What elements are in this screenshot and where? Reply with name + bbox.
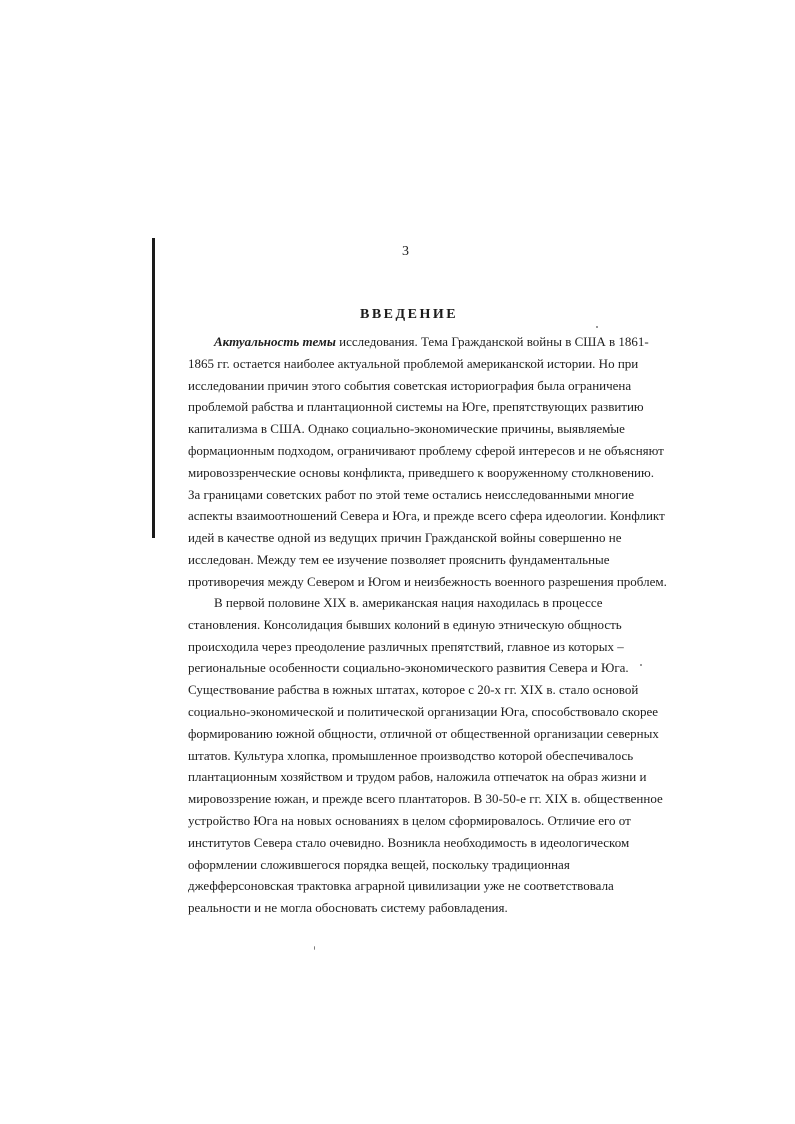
- text-line: реальности и не могла обосновать систему рабовладения.: [188, 900, 508, 916]
- paragraph-context: [188, 592, 663, 919]
- text-line: капитализма в США. Однако социально-экономические причины, выявляемые: [188, 421, 625, 437]
- text-line: формированию южной общности, отличной от общественной организации северных: [188, 725, 659, 741]
- text-line: мировоззрение южан, и прежде всего плантаторов. В 30-50-е гг. XIX в. общественное: [188, 791, 663, 807]
- scan-edge-mark: [152, 238, 155, 538]
- text-line: мировоззренческие основы конфликта, приведшего к вооруженному столкновению.: [188, 464, 654, 480]
- text-line: институтов Севера стало очевидно. Возникла необходимость в идеологическом: [188, 834, 630, 850]
- text-line: исследован. Между тем ее изучение позволяет прояснить фундаментальные: [188, 551, 610, 567]
- text-line: Существование рабства в южных штатах, которое с 20-х гг. XIX в. стало основой: [188, 682, 639, 698]
- text-line: 1865 гг. остается наиболее актуальной проблемой американской истории. Но при: [188, 355, 639, 371]
- text-line: проблемой рабства и плантационной системы на Юге, препятствующих развитию: [188, 399, 644, 415]
- text-line: становления. Консолидация бывших колоний в единую этническую общность: [188, 616, 622, 632]
- paragraph-relevance: [188, 331, 667, 593]
- text-line: аспекты взаимоотношений Севера и Юга, и прежде всего сфера идеологии. Конфликт: [188, 508, 665, 524]
- text-line: исследовании причин этого события советская историография была ограничена: [188, 377, 632, 393]
- section-heading: ВВЕДЕНИЕ: [360, 307, 459, 322]
- text-line: штатов. Культура хлопка, промышленное производство которой обеспечивалось: [188, 747, 634, 763]
- page-number: 3: [402, 244, 409, 259]
- text-line: За границами советских работ по этой теме остались неисследованными многие: [188, 486, 634, 502]
- emphasized-term: Актуальность темы: [214, 334, 336, 349]
- text-line: региональные особенности социально-экономического развития Севера и Юга.: [188, 660, 629, 676]
- text-line: формационным подходом, ограничивают проблему сферой интересов и не объясняют: [188, 442, 664, 458]
- text-line: устройство Юга на новых основаниях в целом сформировалось. Отличие его от: [188, 812, 631, 828]
- text-line: противоречия между Севером и Югом и неизбежность военного разрешения проблем.: [188, 573, 667, 589]
- scan-speck: [314, 946, 315, 950]
- text-line: социально-экономической и политической организации Юга, способствовало скорее: [188, 703, 658, 719]
- text-line: идей в качестве одной из ведущих причин Гражданской войны совершенно не: [188, 530, 622, 546]
- scan-speck: [596, 326, 598, 328]
- text-line: оформлении сложившегося порядка вещей, поскольку традиционная: [188, 856, 570, 872]
- text-line: плантационным хозяйством и трудом рабов, наложила отпечаток на образ жизни и: [188, 769, 647, 785]
- text-line: происходила через преодоление различных препятствий, главное из которых –: [188, 638, 624, 654]
- text-line: В первой половине XIX в. американская нация находилась в процессе: [214, 595, 603, 610]
- text-line: джефферсоновская трактовка аграрной цивилизации уже не соответствовала: [188, 878, 614, 894]
- text-line: Актуальность темы исследования. Тема Гражданской войны в США в 1861-: [214, 334, 649, 349]
